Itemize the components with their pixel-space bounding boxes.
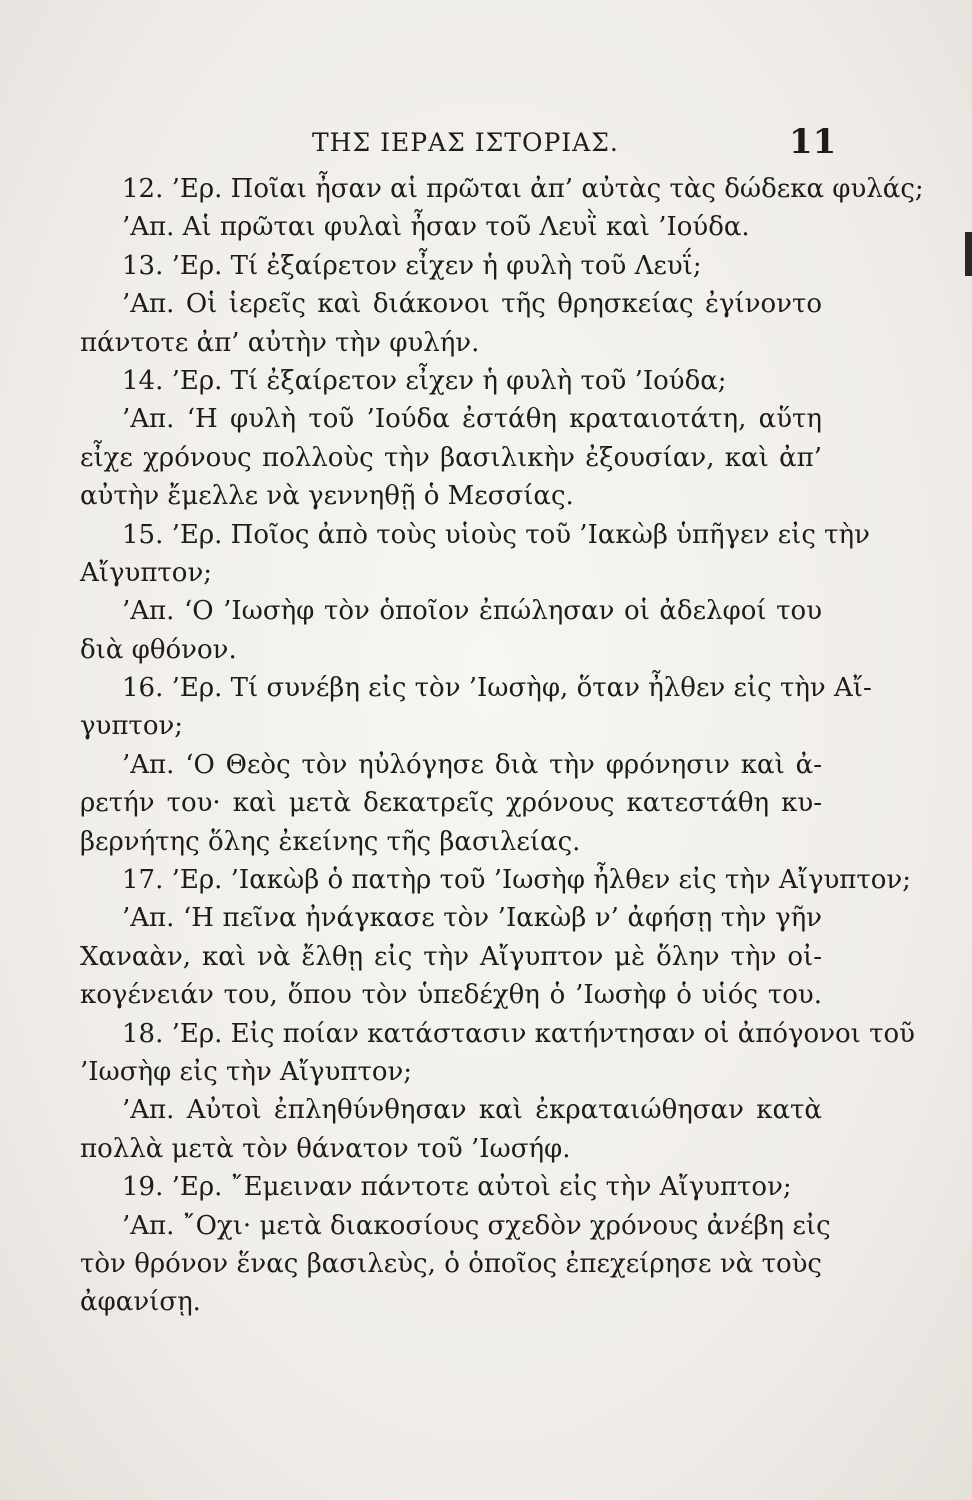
text-line: ἀφανίσῃ. xyxy=(80,1287,201,1318)
text-line: 19. ’Ερ. ῎Εμειναν πάντοτε αὐτοὶ εἰς τὴν Αἴγυπτον; xyxy=(122,1172,792,1203)
text-line: διὰ φθόνον. xyxy=(80,634,237,665)
text-line: 18. ’Ερ. Εἰς ποίαν κατάστασιν κατήντησαν οἱ ἀπόγονοι τοῦ xyxy=(122,1018,915,1049)
text-line: πολλὰ μετὰ τὸν θάνατον τοῦ ’Ιωσήφ. xyxy=(80,1133,571,1164)
text-line: βερνήτης ὅλης ἐκείνης τῆς βασιλείας. xyxy=(80,826,581,857)
text-line: 16. ’Ερ. Τί συνέβη εἰς τὸν ’Ιωσὴφ, ὅταν ἦλθεν εἰς τὴν Αἴ- xyxy=(122,673,872,704)
page-number: 11 xyxy=(789,122,837,162)
text-line: ’Απ. Αὐτοὶ ἐπληθύνθησαν καὶ ἐκραταιώθησαν κατὰ xyxy=(122,1095,822,1126)
text-line: αὐτὴν ἔμελλε νὰ γεννηθῇ ὁ Μεσσίας. xyxy=(80,481,574,512)
text-line: ’Απ. ‘Η πεῖνα ἠνάγκασε τὸν ’Ιακὼβ ν’ ἀφήσῃ τὴν γῆν xyxy=(122,903,822,934)
running-head: ΤΗΣ ΙΕΡΑΣ ΙΣΤΟΡΙΑΣ. xyxy=(312,128,619,157)
text-line: ’Απ. ‘Η φυλὴ τοῦ ’Ιούδα ἐστάθη κραταιοτάτη, αὕτη xyxy=(122,404,822,435)
text-line: 17. ’Ερ. ’Ιακὼβ ὁ πατὴρ τοῦ ’Ιωσὴφ ἦλθεν εἰς τὴν Αἴγυπτον; xyxy=(122,865,912,896)
text-line: κογένειάν του, ὅπου τὸν ὑπεδέχθη ὁ ’Ιωσὴφ ὁ υἱός του. xyxy=(80,980,822,1011)
text-line: Αἴγυπτον; xyxy=(80,557,213,588)
text-line: ρετήν του· καὶ μετὰ δεκατρεῖς χρόνους κατεστάθη κυ- xyxy=(80,788,822,819)
text-line: ’Απ. ‘Ο ’Ιωσὴφ τὸν ὁποῖον ἐπώλησαν οἱ ἀδελφοί του xyxy=(122,596,822,627)
page-text-body xyxy=(80,170,924,1322)
text-line: ’Ιωσὴφ εἰς τὴν Αἴγυπτον; xyxy=(80,1056,413,1087)
page-header xyxy=(84,122,837,162)
text-line: 15. ’Ερ. Ποῖος ἀπὸ τοὺς υἱοὺς τοῦ ’Ιακὼβ ὑπῆγεν εἰς τὴν xyxy=(122,519,870,550)
text-line: ’Απ. Αἱ πρῶται φυλαὶ ἦσαν τοῦ Λευῒ καὶ ’Ιούδα. xyxy=(122,212,750,243)
text-line: 13. ’Ερ. Τί ἐξαίρετον εἶχεν ἡ φυλὴ τοῦ Λευΐ; xyxy=(122,250,702,281)
text-line: ’Απ. Οἱ ἱερεῖς καὶ διάκονοι τῆς θρησκείας ἐγίνοντο xyxy=(122,289,822,320)
page-edge-mark xyxy=(965,232,972,276)
text-line: εἶχε χρόνους πολλοὺς τὴν βασιλικὴν ἐξουσίαν, καὶ ἀπ’ xyxy=(80,442,822,473)
text-line: τὸν θρόνον ἕνας βασιλεὺς, ὁ ὁποῖος ἐπεχείρησε νὰ τοὺς xyxy=(80,1248,822,1279)
text-line: 14. ’Ερ. Τί ἐξαίρετον εἶχεν ἡ φυλὴ τοῦ ’Ιούδα; xyxy=(122,365,727,396)
text-line: Χαναὰν, καὶ νὰ ἔλθῃ εἰς τὴν Αἴγυπτον μὲ ὅλην τὴν οἰ- xyxy=(80,941,822,972)
text-line: ’Απ. ῎Οχι· μετὰ διακοσίους σχεδὸν χρόνους ἀνέβη εἰς xyxy=(122,1210,831,1241)
text-line: 12. ’Ερ. Ποῖαι ἦσαν αἱ πρῶται ἀπ’ αὐτὰς τὰς δώδεκα φυλάς; xyxy=(122,174,924,204)
text-line: πάντοτε ἀπ’ αὐτὴν τὴν φυλήν. xyxy=(80,327,480,358)
text-line: γυπτον; xyxy=(80,711,184,742)
text-line: ’Απ. ‘Ο Θεὸς τὸν ηὐλόγησε διὰ τὴν φρόνησιν καὶ ἀ- xyxy=(122,749,822,780)
